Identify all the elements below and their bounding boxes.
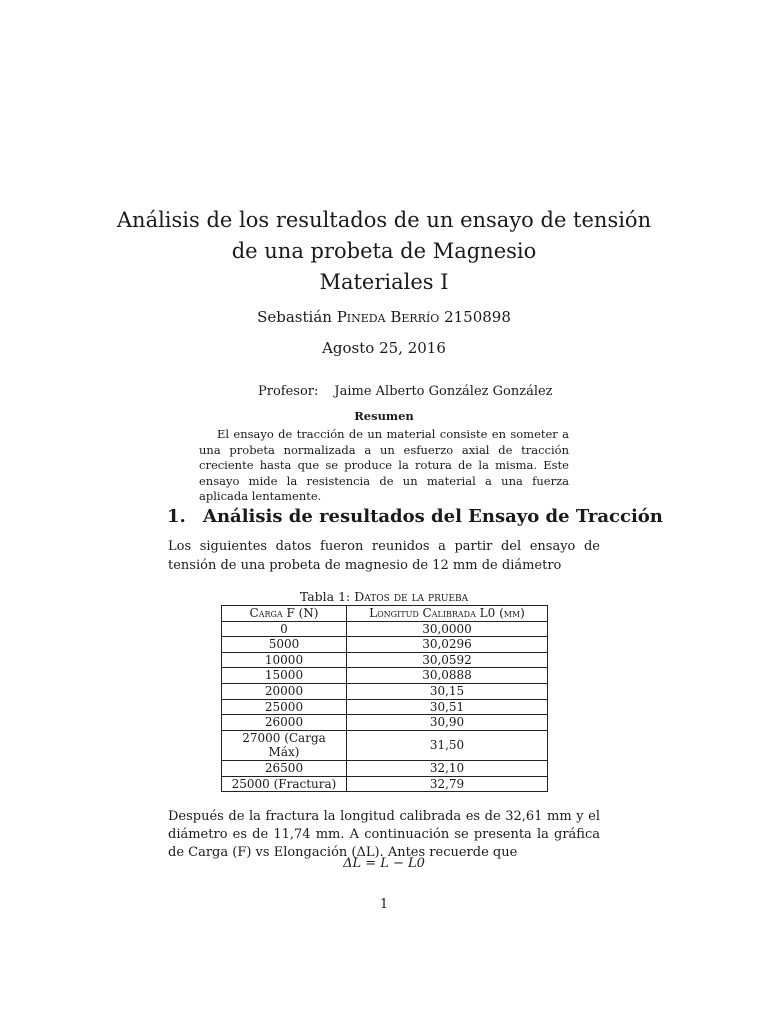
title-line-3: Materiales I bbox=[319, 270, 449, 294]
table-caption-prefix: Tabla 1: bbox=[299, 589, 351, 604]
cell-carga: 25000 (Fractura) bbox=[222, 776, 347, 792]
section-heading bbox=[167, 506, 663, 527]
professor-label: Profesor: bbox=[258, 384, 319, 399]
paragraph-intro: Los siguientes datos fueron reunidos a partir del ensayo de tensión de una probeta de magnesio de 12 mm de diámetro bbox=[168, 539, 600, 573]
title-line-1: Análisis de los resultados de un ensayo de tensión bbox=[116, 208, 652, 232]
table-caption bbox=[0, 590, 768, 604]
table-row bbox=[222, 760, 548, 776]
paragraph-fracture: Después de la fractura la longitud calibrada es de 32,61 mm y el diámetro es de 11,74 mm. A continuación se presenta la gráfica de Carga (F) vs Elongación (ΔL). Antes recuerde que bbox=[168, 809, 600, 860]
cell-longitud: 30,0000 bbox=[347, 621, 548, 637]
author-last-name: Pineda Berrío bbox=[336, 308, 440, 326]
table-header-row bbox=[222, 606, 548, 622]
cell-longitud: 32,79 bbox=[347, 776, 548, 792]
professor-line bbox=[258, 384, 553, 399]
abstract-body: El ensayo de tracción de un material consiste en someter a una probeta normalizada a un esfuerzo axial de tracción creciente hasta que se produce la rotura de la misma. Este ensayo mide la resistencia de un material a una fuerza aplicada lentamente. bbox=[199, 427, 569, 503]
table-row bbox=[222, 699, 548, 715]
cell-carga: 10000 bbox=[222, 652, 347, 668]
header-carga: Carga F (N) bbox=[222, 606, 347, 622]
cell-carga: 20000 bbox=[222, 683, 347, 699]
cell-carga: 15000 bbox=[222, 668, 347, 684]
table-row bbox=[222, 715, 548, 731]
cell-longitud: 30,15 bbox=[347, 683, 548, 699]
section-number: 1. bbox=[167, 506, 186, 527]
table-row bbox=[222, 637, 548, 653]
cell-carga: 27000 (Carga Máx) bbox=[222, 730, 347, 760]
cell-longitud: 32,10 bbox=[347, 760, 548, 776]
data-table bbox=[221, 605, 548, 792]
table-row bbox=[222, 683, 548, 699]
table-caption-title: Datos de la prueba bbox=[354, 589, 469, 604]
cell-longitud: 30,51 bbox=[347, 699, 548, 715]
cell-carga: 26000 bbox=[222, 715, 347, 731]
table-row bbox=[222, 776, 548, 792]
page-number: 1 bbox=[379, 897, 389, 912]
elongation-equation: ΔL = L − L0 bbox=[343, 856, 425, 871]
cell-carga: 25000 bbox=[222, 699, 347, 715]
section-title: Análisis de resultados del Ensayo de Tracción bbox=[203, 506, 663, 527]
table-row bbox=[222, 652, 548, 668]
professor-name: Jaime Alberto González González bbox=[334, 384, 553, 399]
cell-longitud: 30,0296 bbox=[347, 637, 548, 653]
document-title bbox=[0, 205, 768, 298]
document-date: Agosto 25, 2016 bbox=[322, 339, 446, 357]
cell-longitud: 31,50 bbox=[347, 730, 548, 760]
cell-carga: 5000 bbox=[222, 637, 347, 653]
abstract-heading: Resumen bbox=[354, 409, 414, 423]
author-first-name: Sebastián bbox=[257, 308, 332, 326]
table-row bbox=[222, 668, 548, 684]
cell-longitud: 30,0592 bbox=[347, 652, 548, 668]
table-row bbox=[222, 621, 548, 637]
cell-longitud: 30,0888 bbox=[347, 668, 548, 684]
table-row bbox=[222, 730, 548, 760]
author-line bbox=[0, 308, 768, 326]
cell-longitud: 30,90 bbox=[347, 715, 548, 731]
title-line-2: de una probeta de Magnesio bbox=[231, 239, 537, 263]
author-id: 2150898 bbox=[444, 308, 511, 326]
header-longitud: Longitud Calibrada L0 (mm) bbox=[347, 606, 548, 622]
cell-carga: 26500 bbox=[222, 760, 347, 776]
cell-carga: 0 bbox=[222, 621, 347, 637]
